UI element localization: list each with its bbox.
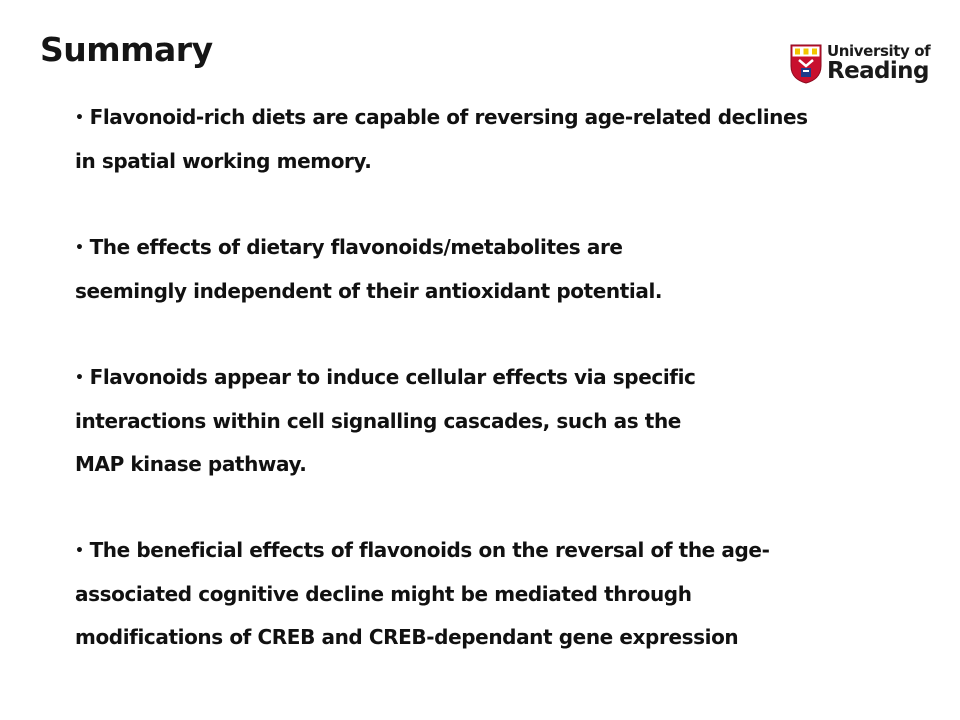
- bullet-line: [75, 529, 905, 573]
- bullet-text: The effects of dietary flavonoids/metabolites are: [89, 235, 623, 259]
- page-title: Summary: [40, 30, 213, 69]
- logo-wordmark: [827, 43, 930, 83]
- bullet-line: seemingly independent of their antioxidant potential.: [75, 279, 663, 303]
- bullet-dot: •: [75, 543, 84, 559]
- bullet-dot: •: [75, 110, 84, 126]
- bullet-line: MAP kinase pathway.: [75, 452, 307, 476]
- university-logo: [790, 42, 931, 88]
- bullet-line: associated cognitive decline might be mediated through: [75, 582, 692, 606]
- bullet-line: [75, 356, 905, 400]
- summary-bullet: [75, 529, 905, 659]
- bullet-line: [75, 96, 905, 140]
- crest-icon: [790, 44, 822, 84]
- summary-bullet: [75, 226, 905, 313]
- bullet-line: in spatial working memory.: [75, 149, 372, 173]
- bullet-line: modifications of CREB and CREB-dependant gene expression: [75, 625, 739, 649]
- summary-bullet: [75, 356, 905, 486]
- bullet-text: Flavonoid-rich diets are capable of reversing age-related declines: [89, 105, 808, 129]
- logo-line-university: University of: [827, 42, 931, 60]
- bullet-dot: •: [75, 370, 84, 386]
- summary-bullet: [75, 96, 905, 183]
- bullet-text: Flavonoids appear to induce cellular effects via specific: [89, 365, 696, 389]
- logo-line-reading: Reading: [827, 58, 929, 84]
- summary-list: [75, 96, 905, 702]
- bullet-text: The beneficial effects of flavonoids on the reversal of the age-: [89, 538, 770, 562]
- bullet-line: interactions within cell signalling cascades, such as the: [75, 409, 681, 433]
- bullet-line: [75, 226, 905, 270]
- bullet-dot: •: [75, 240, 84, 256]
